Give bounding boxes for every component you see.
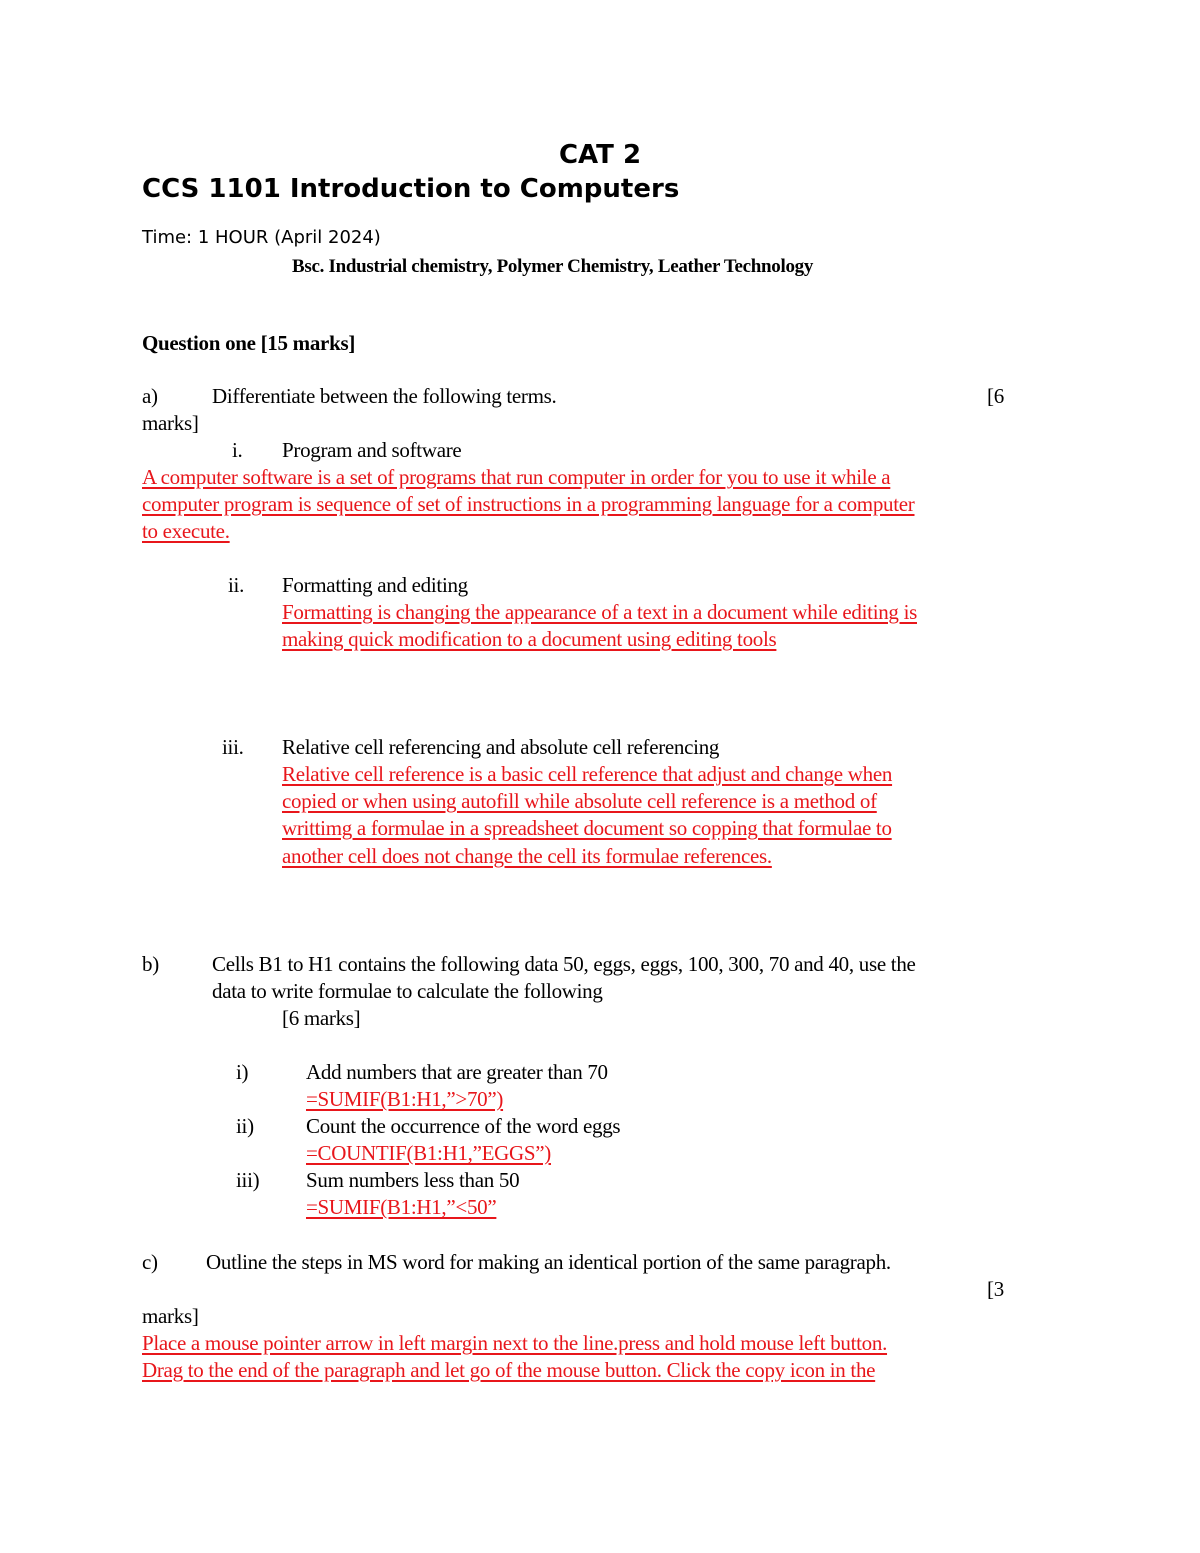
part-b-marks: [6 marks] (282, 1006, 361, 1030)
time-line: Time: 1 HOUR (April 2024) (142, 227, 381, 248)
answer-a-i-line-3: to execute. (142, 519, 230, 543)
part-b-iii-num: iii) (236, 1168, 260, 1192)
part-a-marks: [6 (987, 384, 1004, 408)
answer-a-iii-line-2: copied or when using autofill while absolute cell reference is a method of (282, 789, 877, 813)
part-b-i-text: Add numbers that are greater than 70 (306, 1060, 608, 1084)
answer-c-line-1: Place a mouse pointer arrow in left margin next to the line.press and hold mouse left button. (142, 1331, 888, 1355)
answer-a-i-line-2: computer program is sequence of set of instructions in a programming language for a computer (142, 492, 915, 516)
answer-a-ii-line-1: Formatting is changing the appearance of a text in a document while editing is (282, 600, 917, 624)
part-a-i-text: Program and software (282, 438, 462, 462)
answer-b-ii: =COUNTIF(B1:H1,”EGGS”) (306, 1141, 551, 1165)
part-a-i-num: i. (232, 438, 243, 462)
part-a-marks-close: marks] (142, 411, 199, 435)
part-b-ii-text: Count the occurrence of the word eggs (306, 1114, 621, 1138)
answer-a-iii-line-3: writtimg a formulae in a spreadsheet document so copping that formulae to (282, 816, 892, 840)
part-a-label: a) (142, 384, 158, 408)
part-c-marks-close: marks] (142, 1304, 199, 1328)
question-one-title: Question one [15 marks] (142, 331, 356, 355)
part-a-ii-num: ii. (228, 573, 245, 597)
part-b-i-num: i) (236, 1060, 249, 1084)
part-c-marks: [3 (987, 1277, 1004, 1301)
part-a-text: Differentiate between the following terms. (212, 384, 557, 408)
cat-title: CAT 2 (558, 140, 642, 170)
part-b-text-line-2: data to write formulae to calculate the following (212, 979, 603, 1003)
answer-b-i: =SUMIF(B1:H1,”>70”) (306, 1087, 504, 1111)
part-b-iii-text: Sum numbers less than 50 (306, 1168, 520, 1192)
answer-a-i-line-1: A computer software is a set of programs that run computer in order for you to use it while a (142, 465, 891, 489)
answer-c-line-2: Drag to the end of the paragraph and let go of the mouse button. Click the copy icon in the (142, 1358, 876, 1382)
answer-a-iii-line-4: another cell does not change the cell its formulae references. (282, 844, 772, 868)
answer-a-iii-line-1: Relative cell reference is a basic cell reference that adjust and change when (282, 762, 893, 786)
answer-b-iii: =SUMIF(B1:H1,”<50” (306, 1195, 497, 1219)
part-c-text: Outline the steps in MS word for making an identical portion of the same paragraph. (206, 1250, 891, 1274)
part-c-label: c) (142, 1250, 158, 1274)
part-a-ii-text: Formatting and editing (282, 573, 468, 597)
part-a-iii-text: Relative cell referencing and absolute cell referencing (282, 735, 720, 759)
programmes-line: Bsc. Industrial chemistry, Polymer Chemistry, Leather Technology (292, 256, 814, 277)
part-b-text-line-1: Cells B1 to H1 contains the following data 50, eggs, eggs, 100, 300, 70 and 40, use the (212, 952, 916, 976)
part-a-iii-num: iii. (222, 735, 244, 759)
answer-a-ii-line-2: making quick modification to a document using editing tools (282, 627, 777, 651)
part-b-label: b) (142, 952, 159, 976)
course-title: CCS 1101 Introduction to Computers (142, 174, 680, 204)
part-b-ii-num: ii) (236, 1114, 254, 1138)
